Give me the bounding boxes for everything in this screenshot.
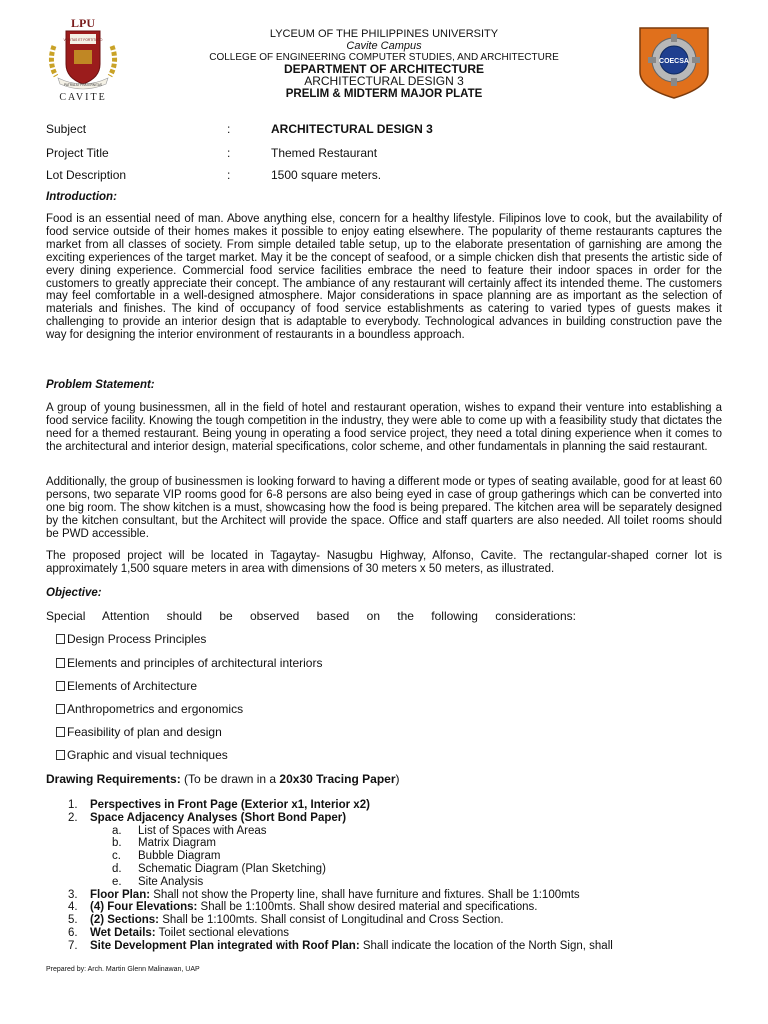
drawing-requirements-label: Drawing Requirements: <box>46 772 181 786</box>
requirement-item <box>68 889 728 902</box>
requirement-title: Site Development Plan integrated with Roof Plan: <box>90 939 360 952</box>
requirement-number: 6. <box>68 926 78 939</box>
logo-left-top-text: LPU <box>71 16 95 30</box>
objective-item-label: Anthropometrics and ergonomics <box>67 702 244 716</box>
introduction-text: Food is an essential need of man. Above anything else, concern for a healthy lifestyle. Filipinos love to cook, but the availability of food service outside of their homes makes it possible to enjoy eating elsewhere. The popularity of theme restaurants captures the market from all classes of society. From simple detailed table setup, up to the elaborate presentation of garnishing are among the exciting experiences of the target market. May it be the concept of seafood, or a simple chicken dish that presents the artistic side of every dining experience. Commercial food service facilities embrace the need to feature their indoor spaces in order for the customers to greatly appreciate their concept. The ambiance of any restaurant will certainly affect its intended theme. The customers may feel comfortable in a well-designed atmosphere. Major considerations in space planning are as important as the selection of materials and finishes. The kind of occupancy of food service establishments as catering to varied types of guests makes it challenging to provide an interior design that is adaptable to everybody. Technological advances in building construction pave the way for designing the interior environment of restaurants in a boundless approach. <box>46 213 722 342</box>
requirement-number: 3. <box>68 888 78 901</box>
requirement-text: Shall be 1:100mts. Shall show desired material and specifications. <box>197 901 538 914</box>
requirement-text: Shall indicate the location of the North Sign, shall <box>359 939 613 952</box>
campus-name: Cavite Campus <box>346 40 422 52</box>
drawing-requirements-heading <box>46 772 400 786</box>
info-label: Lot Description <box>46 168 127 182</box>
subitem-text: Matrix Diagram <box>138 837 216 850</box>
department-name: DEPARTMENT OF ARCHITECTURE <box>284 62 484 76</box>
checkbox-icon <box>56 681 65 691</box>
drawing-note-a: (To be drawn in a <box>180 772 280 786</box>
objective-item-label: Design Process Principles <box>67 632 207 646</box>
requirement-title: (4) Four Elevations: <box>90 901 198 914</box>
requirement-title: Space Adjacency Analyses (Short Bond Paper) <box>90 811 347 824</box>
objective-item <box>56 632 206 646</box>
requirement-title: Perspectives in Front Page (Exterior x1, Interior x2) <box>90 799 370 811</box>
requirement-number: 4. <box>68 901 78 914</box>
objective-item <box>56 702 243 716</box>
requirement-subitem <box>68 837 728 850</box>
requirement-item <box>68 940 728 953</box>
objective-item <box>56 679 197 693</box>
requirement-text: Shall be 1:100mts. Shall consist of Longitudinal and Cross Section. <box>159 914 504 927</box>
checkbox-icon <box>56 750 65 760</box>
subitem-letter: e. <box>112 875 122 888</box>
requirement-item <box>68 914 728 927</box>
requirement-subitem <box>68 876 728 889</box>
introduction-title: Introduction: <box>46 191 117 203</box>
drawing-note-b: ) <box>395 772 400 786</box>
subitem-letter: c. <box>112 850 121 863</box>
subitem-text: Site Analysis <box>138 875 204 888</box>
requirement-item <box>68 799 728 812</box>
problem-paragraph-3: The proposed project will be located in Tagaytay- Nasugbu Highway, Alfonso, Cavite. The rectangular-shaped corner lot is approximately 1,500 square meters in area with dimensions of 30 meters x 50 meters, as illustrated. <box>46 550 722 575</box>
course-name: ARCHITECTURAL DESIGN 3 <box>304 74 464 88</box>
subitem-text: Bubble Diagram <box>138 850 221 863</box>
objective-title: Objective: <box>46 587 102 599</box>
checkbox-icon <box>56 727 65 737</box>
subitem-text: List of Spaces with Areas <box>138 824 267 837</box>
info-colon: : <box>227 146 231 160</box>
requirement-subitem <box>68 863 728 876</box>
requirement-number: 2. <box>68 811 78 824</box>
requirement-item <box>68 812 728 825</box>
logo-left-ribbon: PATRIA AT FRATERNITAS <box>64 83 102 87</box>
checkbox-icon <box>56 704 65 714</box>
info-label: Project Title <box>46 146 109 160</box>
problem-paragraph-1: A group of young businessmen, all in the field of hotel and restaurant operation, wishes to expand their venture into establishing a food service facility. Knowing the tough competition in the industry, they were able to come up with a feasibility study that dictates the need for a themed restaurant. Being young in operating a food service project, they need a total dining experience when it comes to the architectural and interior design, material specifications, color scheme, and other fundamentals in planning the said restaurant. <box>46 402 722 453</box>
college-name: COLLEGE OF ENGINEERING COMPUTER STUDIES, AND ARCHITECTURE <box>209 52 559 63</box>
requirement-item <box>68 901 728 914</box>
info-label: Subject <box>46 122 87 136</box>
objective-item <box>56 725 222 739</box>
requirement-text: Shall not show the Property line, shall have furniture and fixtures. Shall be 1:100mts <box>150 888 580 901</box>
checkbox-icon <box>56 634 65 644</box>
info-colon: : <box>227 122 231 136</box>
subitem-letter: d. <box>112 862 122 875</box>
university-name: LYCEUM OF THE PHILIPPINES UNIVERSITY <box>269 28 499 40</box>
requirement-text: Toilet sectional elevations <box>155 926 290 939</box>
coecsa-logo <box>632 26 716 100</box>
prepared-by: Prepared by: Arch. Martin Glenn Malinawan, UAP <box>46 966 200 973</box>
subitem-letter: a. <box>112 824 122 837</box>
requirement-title: Wet Details: <box>90 926 156 939</box>
drawing-paper: 20x30 Tracing Paper <box>279 772 396 786</box>
objective-item <box>56 748 228 762</box>
objective-item-label: Graphic and visual techniques <box>67 748 228 762</box>
objective-item-label: Elements of Architecture <box>67 679 198 693</box>
info-row-lot-description <box>46 168 726 182</box>
info-value: ARCHITECTURAL DESIGN 3 <box>271 122 433 136</box>
requirement-number: 5. <box>68 914 78 927</box>
objective-item-label: Elements and principles of architectural interiors <box>67 656 323 670</box>
lpu-logo <box>44 16 122 102</box>
problem-paragraph-2: Additionally, the group of businessmen is looking forward to having a different mode or types of seating available, good for at least 60 persons, two separate VIP rooms good for 6-8 persons are also being eyed in case of group gatherings which can be converted into one big room. The show kitchen is a must, showcasing how the food is being prepared. The kitchen area will be separately designed by the kitchen consultant, but the Architect will provide the space. Office and staff quarters are also needed. All toilet rooms should be PWD accessible. <box>46 476 722 540</box>
requirement-item <box>68 927 728 940</box>
objective-item-label: Feasibility of plan and design <box>67 725 222 739</box>
logo-left-motto: VERITAS ET FORTITUDO <box>63 38 103 42</box>
subitem-letter: b. <box>112 837 122 850</box>
logo-right-text: COECSA <box>659 58 689 65</box>
objective-item <box>56 656 322 670</box>
info-value: 1500 square meters. <box>271 168 382 182</box>
problem-title: Problem Statement: <box>46 379 155 391</box>
info-colon: : <box>227 168 231 182</box>
checkbox-icon <box>56 658 65 668</box>
info-value: Themed Restaurant <box>271 146 378 160</box>
requirement-number: 1. <box>68 799 78 811</box>
drawing-requirements-list <box>68 799 728 953</box>
requirement-subitem <box>68 850 728 863</box>
info-row-project-title <box>46 146 726 160</box>
requirement-subitem <box>68 825 728 838</box>
info-row-subject <box>46 122 726 136</box>
requirement-title: (2) Sections: <box>90 914 160 927</box>
plate-title: PRELIM & MIDTERM MAJOR PLATE <box>285 88 483 100</box>
requirement-number: 7. <box>68 939 78 952</box>
objective-intro: Special Attention should be observed based on the following considerations: <box>46 609 576 623</box>
requirement-title: Floor Plan: <box>90 888 151 901</box>
subitem-text: Schematic Diagram (Plan Sketching) <box>138 862 326 875</box>
logo-left-bottom-text: CAVITE <box>59 92 107 102</box>
